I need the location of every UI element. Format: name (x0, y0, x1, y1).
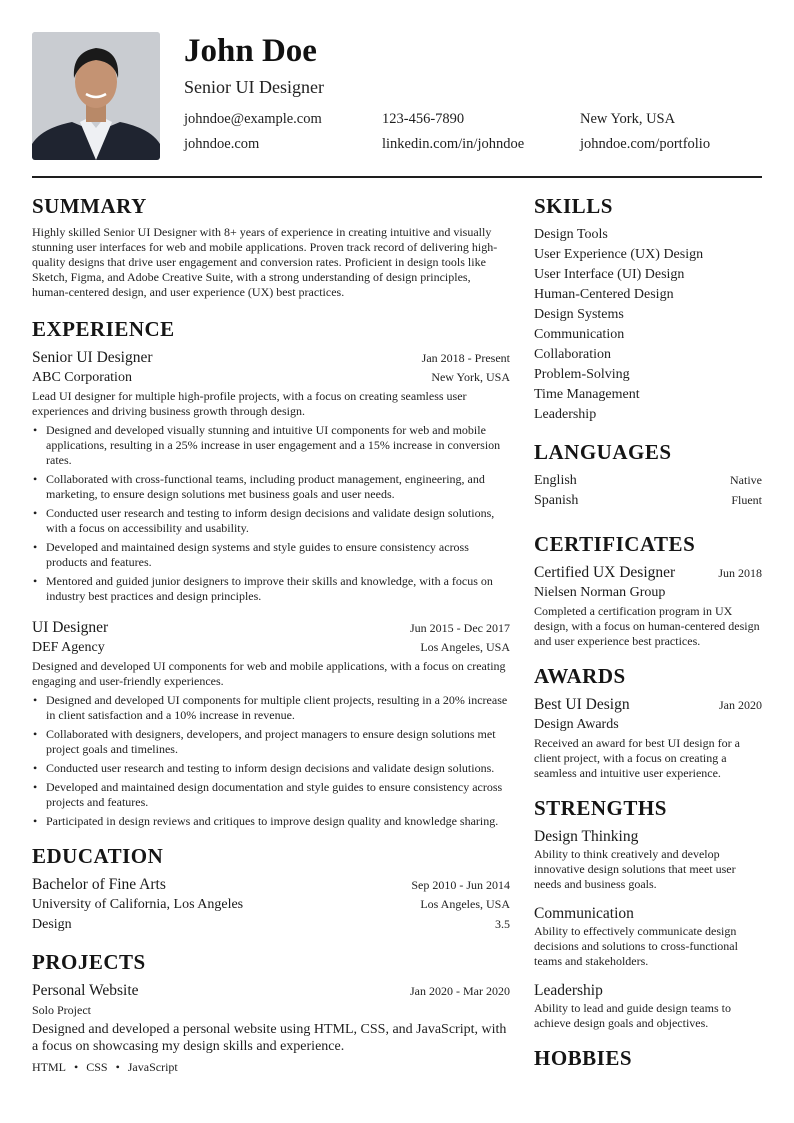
resume-header (32, 32, 762, 160)
list-item: • Collaborated with cross-functional teams, including product management, engineering, and marketing, to ensure design solutions met business goals and user needs. (46, 472, 510, 502)
list-item: • Participated in design reviews and critiques to improve design quality and knowledge sharing. (46, 814, 510, 829)
profile-photo (32, 32, 160, 160)
email-link[interactable]: johndoe@example.com (184, 111, 322, 127)
strengths-heading: STRENGTHS (534, 796, 667, 820)
skill-item: Design Systems (534, 307, 624, 322)
language-name: English (534, 473, 577, 488)
candidate-title: Senior UI Designer (184, 77, 324, 97)
certificate-name: Certified UX Designer (534, 564, 676, 581)
location-text: New York, USA (580, 111, 676, 127)
experience-section (32, 316, 510, 829)
job-location: Los Angeles, USA (420, 640, 510, 654)
skill-item: Human-Centered Design (534, 287, 674, 302)
phone-text: 123-456-7890 (382, 111, 465, 127)
job-dates: Jun 2015 - Dec 2017 (410, 621, 510, 635)
skill-item: Leadership (534, 407, 597, 422)
skill-item: Design Tools (534, 227, 608, 242)
list-item: • Designed and developed UI components for multiple client projects, resulting in a 20% increase in client satisfaction and a 10% increase in revenue. (46, 693, 510, 723)
certificate-description: Completed a certification program in UX design, with a focus on human-centered design and user experience best practices. (534, 604, 760, 648)
list-item: • Designed and developed visually stunning and intuitive UI components for web and mobile applications, resulting in a 25% increase in user engagement and a 15% increase in conversion rates. (46, 423, 510, 468)
project-name: Personal Website (32, 982, 139, 999)
skill-item: Problem-Solving (534, 367, 630, 382)
job-company: DEF Agency (32, 640, 105, 655)
job-title: Senior UI Designer (32, 349, 153, 366)
linkedin-link[interactable]: linkedin.com/in/johndoe (382, 136, 525, 152)
job-location: New York, USA (431, 370, 510, 384)
degree-name: Bachelor of Fine Arts (32, 876, 166, 893)
certificates-heading: CERTIFICATES (534, 532, 696, 556)
skill-item: Time Management (534, 387, 640, 402)
tag: JavaScript (127, 1060, 178, 1074)
award-description: Received an award for best UI design for a client project, with a focus on creating a seamless and intuitive user experience. (534, 736, 740, 780)
sidebar-column (534, 193, 762, 1077)
education-section (32, 843, 510, 935)
job-bullets (32, 693, 510, 829)
person-portrait-icon (32, 32, 160, 160)
job-company: ABC Corporation (32, 370, 132, 385)
header-divider (32, 176, 762, 178)
language-name: Spanish (534, 493, 579, 508)
projects-heading: PROJECTS (32, 950, 146, 974)
skills-heading: SKILLS (534, 194, 613, 218)
school-name: University of California, Los Angeles (32, 897, 244, 912)
portfolio-link[interactable]: johndoe.com/portfolio (580, 136, 711, 152)
languages-heading: LANGUAGES (534, 440, 672, 464)
gpa-value: 3.5 (495, 917, 510, 931)
experience-heading: EXPERIENCE (32, 317, 175, 341)
strength-description: Ability to effectively communicate design decisions and solutions to cross-functional teams and stakeholders. (534, 924, 738, 968)
hobbies-heading: HOBBIES (534, 1046, 633, 1070)
languages-section (534, 439, 762, 511)
candidate-name: John Doe (184, 33, 317, 69)
skill-item: User Interface (UI) Design (534, 267, 685, 282)
certificate-date: Jun 2018 (718, 566, 762, 580)
skill-item: Communication (534, 327, 625, 342)
field-of-study: Design (32, 917, 72, 932)
school-location: Los Angeles, USA (420, 897, 510, 911)
summary-text: Highly skilled Senior UI Designer with 8+ years of experience in creating intuitive and visually stunning user interfaces for web and mobile applications. Proven track record of delivering high-quality designs that drive user engagement and conversion rates. Proficient in design tools like Sketch, Figma, and Adobe Creative Suite, with a strong understanding of design principles, human-centered design, and user experience (UX) best practices. (32, 225, 498, 299)
list-item: • Conducted user research and testing to inform design decisions and validate design solutions, with a focus on accessibility and usability. (46, 506, 510, 536)
list-item: • Developed and maintained design documentation and style guides to ensure consistency across projects and features. (46, 780, 510, 810)
skill-item: User Experience (UX) Design (534, 247, 704, 262)
language-level: Fluent (731, 493, 762, 507)
project-dates: Jan 2020 - Mar 2020 (410, 984, 510, 998)
strength-description: Ability to lead and guide design teams to achieve design goals and objectives. (534, 1001, 731, 1030)
job-dates: Jan 2018 - Present (421, 351, 510, 365)
skill-item: Collaboration (534, 347, 611, 362)
tag-separator: • (115, 1060, 120, 1074)
language-level: Native (730, 473, 762, 487)
list-item: • Developed and maintained design systems and style guides to ensure consistency across products and features. (46, 540, 510, 570)
education-heading: EDUCATION (32, 844, 164, 868)
education-dates: Sep 2010 - Jun 2014 (411, 878, 510, 892)
award-issuer: Design Awards (534, 717, 619, 732)
main-column (32, 193, 510, 1075)
awards-section (534, 663, 762, 781)
strength-name: Design Thinking (534, 828, 639, 845)
hobbies-section (534, 1045, 762, 1071)
summary-section (32, 193, 510, 300)
certificates-section (534, 531, 762, 649)
project-type: Solo Project (32, 1003, 91, 1017)
award-name: Best UI Design (534, 696, 630, 713)
contact-info (184, 110, 762, 153)
job-entry (32, 348, 510, 604)
website-link[interactable]: johndoe.com (184, 136, 260, 152)
strength-description: Ability to think creatively and develop innovative design solutions that meet user needs and business goals. (534, 847, 736, 891)
project-tags (32, 1060, 510, 1075)
summary-heading: SUMMARY (32, 194, 147, 218)
projects-section (32, 949, 510, 1075)
skills-section (534, 193, 762, 425)
tag: CSS (86, 1060, 108, 1074)
job-entry (32, 618, 510, 829)
job-title: UI Designer (32, 619, 109, 636)
list-item: • Conducted user research and testing to inform design decisions and validate design solutions. (46, 761, 510, 776)
list-item: • Mentored and guided junior designers to improve their skills and knowledge, with a focus on industry best practices and design principles. (46, 574, 510, 604)
awards-heading: AWARDS (534, 664, 626, 688)
project-description: Designed and developed a personal website using HTML, CSS, and JavaScript, with a focus on showcasing my design skills and experience. (32, 1022, 507, 1054)
tag-separator: • (74, 1060, 79, 1074)
job-bullets (32, 423, 510, 604)
certificate-issuer: Nielsen Norman Group (534, 585, 666, 600)
strength-name: Communication (534, 905, 634, 922)
list-item: • Collaborated with designers, developers, and project managers to ensure design solutions met project goals and timelines. (46, 727, 510, 757)
award-date: Jan 2020 (719, 698, 762, 712)
job-description: Lead UI designer for multiple high-profile projects, with a focus on creating seamless user experiences and driving business growth through design. (32, 389, 467, 418)
tag: HTML (32, 1060, 66, 1074)
strength-name: Leadership (534, 982, 603, 999)
job-description: Designed and developed UI components for web and mobile applications, with a focus on creating engaging and user-friendly experiences. (32, 659, 506, 688)
strengths-section (534, 795, 762, 1031)
